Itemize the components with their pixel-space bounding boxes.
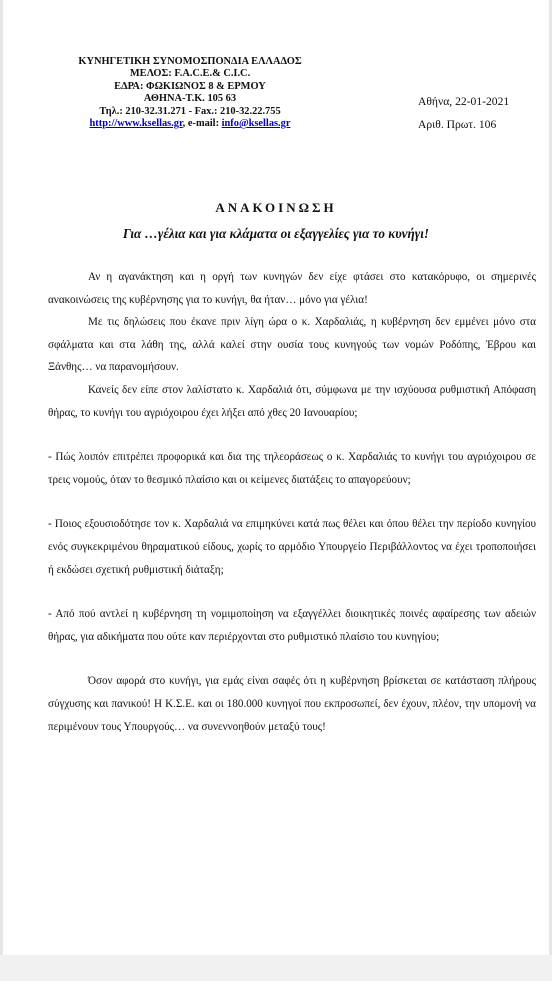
org-membership: ΜΕΛΟΣ: F.A.C.E.& C.I.C. xyxy=(129,68,251,80)
org-contact-line xyxy=(40,118,340,130)
protocol-number: Αριθ. Πρωτ. 106 xyxy=(418,118,497,131)
paragraph: Με τις δηλώσεις που έκανε πριν λίγη ώρα ο κ. Χαρδαλιάς, η κυβέρνηση δεν εμμένει μόνο στα σφάλματα και στα λάθη της, αλλά καλεί στην ουσία τους κυνηγούς των νομών Ροδόπης, Έβρου και Ξάνθης… να παρανομήσουν. xyxy=(48,316,536,374)
document-body xyxy=(48,266,536,738)
org-name: ΚΥΝΗΓΕΤΙΚΗ ΣΥΝΟΜΟΣΠΟΝΔΙΑ ΕΛΛΑΔΟΣ xyxy=(78,56,302,67)
document-date: Αθήνα, 22-01-2021 xyxy=(418,95,510,108)
paragraph: Αν η αγανάκτηση και η οργή των κυνηγών δεν είχε φτάσει στο κατακόρυφο, οι σημερινές ανακοινώσεις της κυβέρνησης για το κυνήγι, θα ήταν… μόνο για γέλια! xyxy=(48,271,536,306)
paragraph: - Ποιος εξουσιοδότησε τον κ. Χαρδαλιά να επιμηκύνει κατά πως θέλει και όπου θέλει την περίοδο κυνηγίου ενός συγκεκριμένου θηραματικού είδους, χωρίς το αρμόδιο Υπουργείο Περιβάλλοντος να έχει τροποποιήσει ή εκδώσει σχετική ρυθμιστική διάταξη; xyxy=(48,518,536,576)
email-label: , e-mail: xyxy=(182,118,222,130)
org-address: ΕΔΡΑ: ΦΩΚΙΩΝΟΣ 8 & ΕΡΜΟΥ xyxy=(114,80,266,92)
email-link[interactable]: info@ksellas.gr xyxy=(221,118,291,130)
org-phones: Τηλ.: 210-32.31.271 - Fax.: 210-32.22.755 xyxy=(99,105,281,117)
document-subtitle: Για …γέλια και για κλάματα οι εξαγγελίες για το κυνήγι! xyxy=(122,226,430,241)
paragraph: - Από πού αντλεί η κυβέρνηση τη νομιμοποίηση να εξαγγέλλει διοικητικές ποινές αφαίρεσης των αδειών θήρας, για αδικήματα που ούτε καν περιέρχονται στο ρυθμιστικό πλαίσιο του κυνηγίου; xyxy=(48,608,536,643)
document-title: ΑΝΑΚΟΙΝΩΣΗ xyxy=(215,200,337,215)
website-link[interactable]: http://www.ksellas.gr xyxy=(89,118,183,130)
page-edge-left xyxy=(0,0,3,981)
paragraph: - Πώς λοιπόν επιτρέπει προφορικά και δια της τηλεοράσεως ο κ. Χαρδαλιάς το κυνήγι του αγριόχοιρου σε τρεις νομούς, όταν το θεσμικό πλαίσιο και οι κείμενες διατάξεις το απαγορεύουν; xyxy=(48,451,536,486)
org-city: ΑΘΗΝΑ-Τ.Κ. 105 63 xyxy=(143,93,237,105)
letterhead xyxy=(40,56,340,130)
paragraph: Όσον αφορά στο κυνήγι, για εμάς είναι σαφές ότι η κυβέρνηση βρίσκεται σε κατάσταση πλήρους σύγχυσης και πανικού! Η Κ.Σ.Ε. και οι 180.000 κυνηγοί που εκπροσωπεί, δεν έχουν, πλέον, την υπομονή να περιμένουν τους Υπουργούς… να συνεννοηθούν μεταξύ τους! xyxy=(48,675,536,733)
paragraph: Κανείς δεν είπε στον λαλίστατο κ. Χαρδαλιά ότι, σύμφωνα με την ισχύουσα ρυθμιστική Απόφαση θήρας, το κυνήγι του αγριόχοιρου έχει λήξει από χθες 20 Ιανουαρίου; xyxy=(48,383,536,419)
date-block xyxy=(418,90,509,136)
bottom-band xyxy=(0,955,552,981)
